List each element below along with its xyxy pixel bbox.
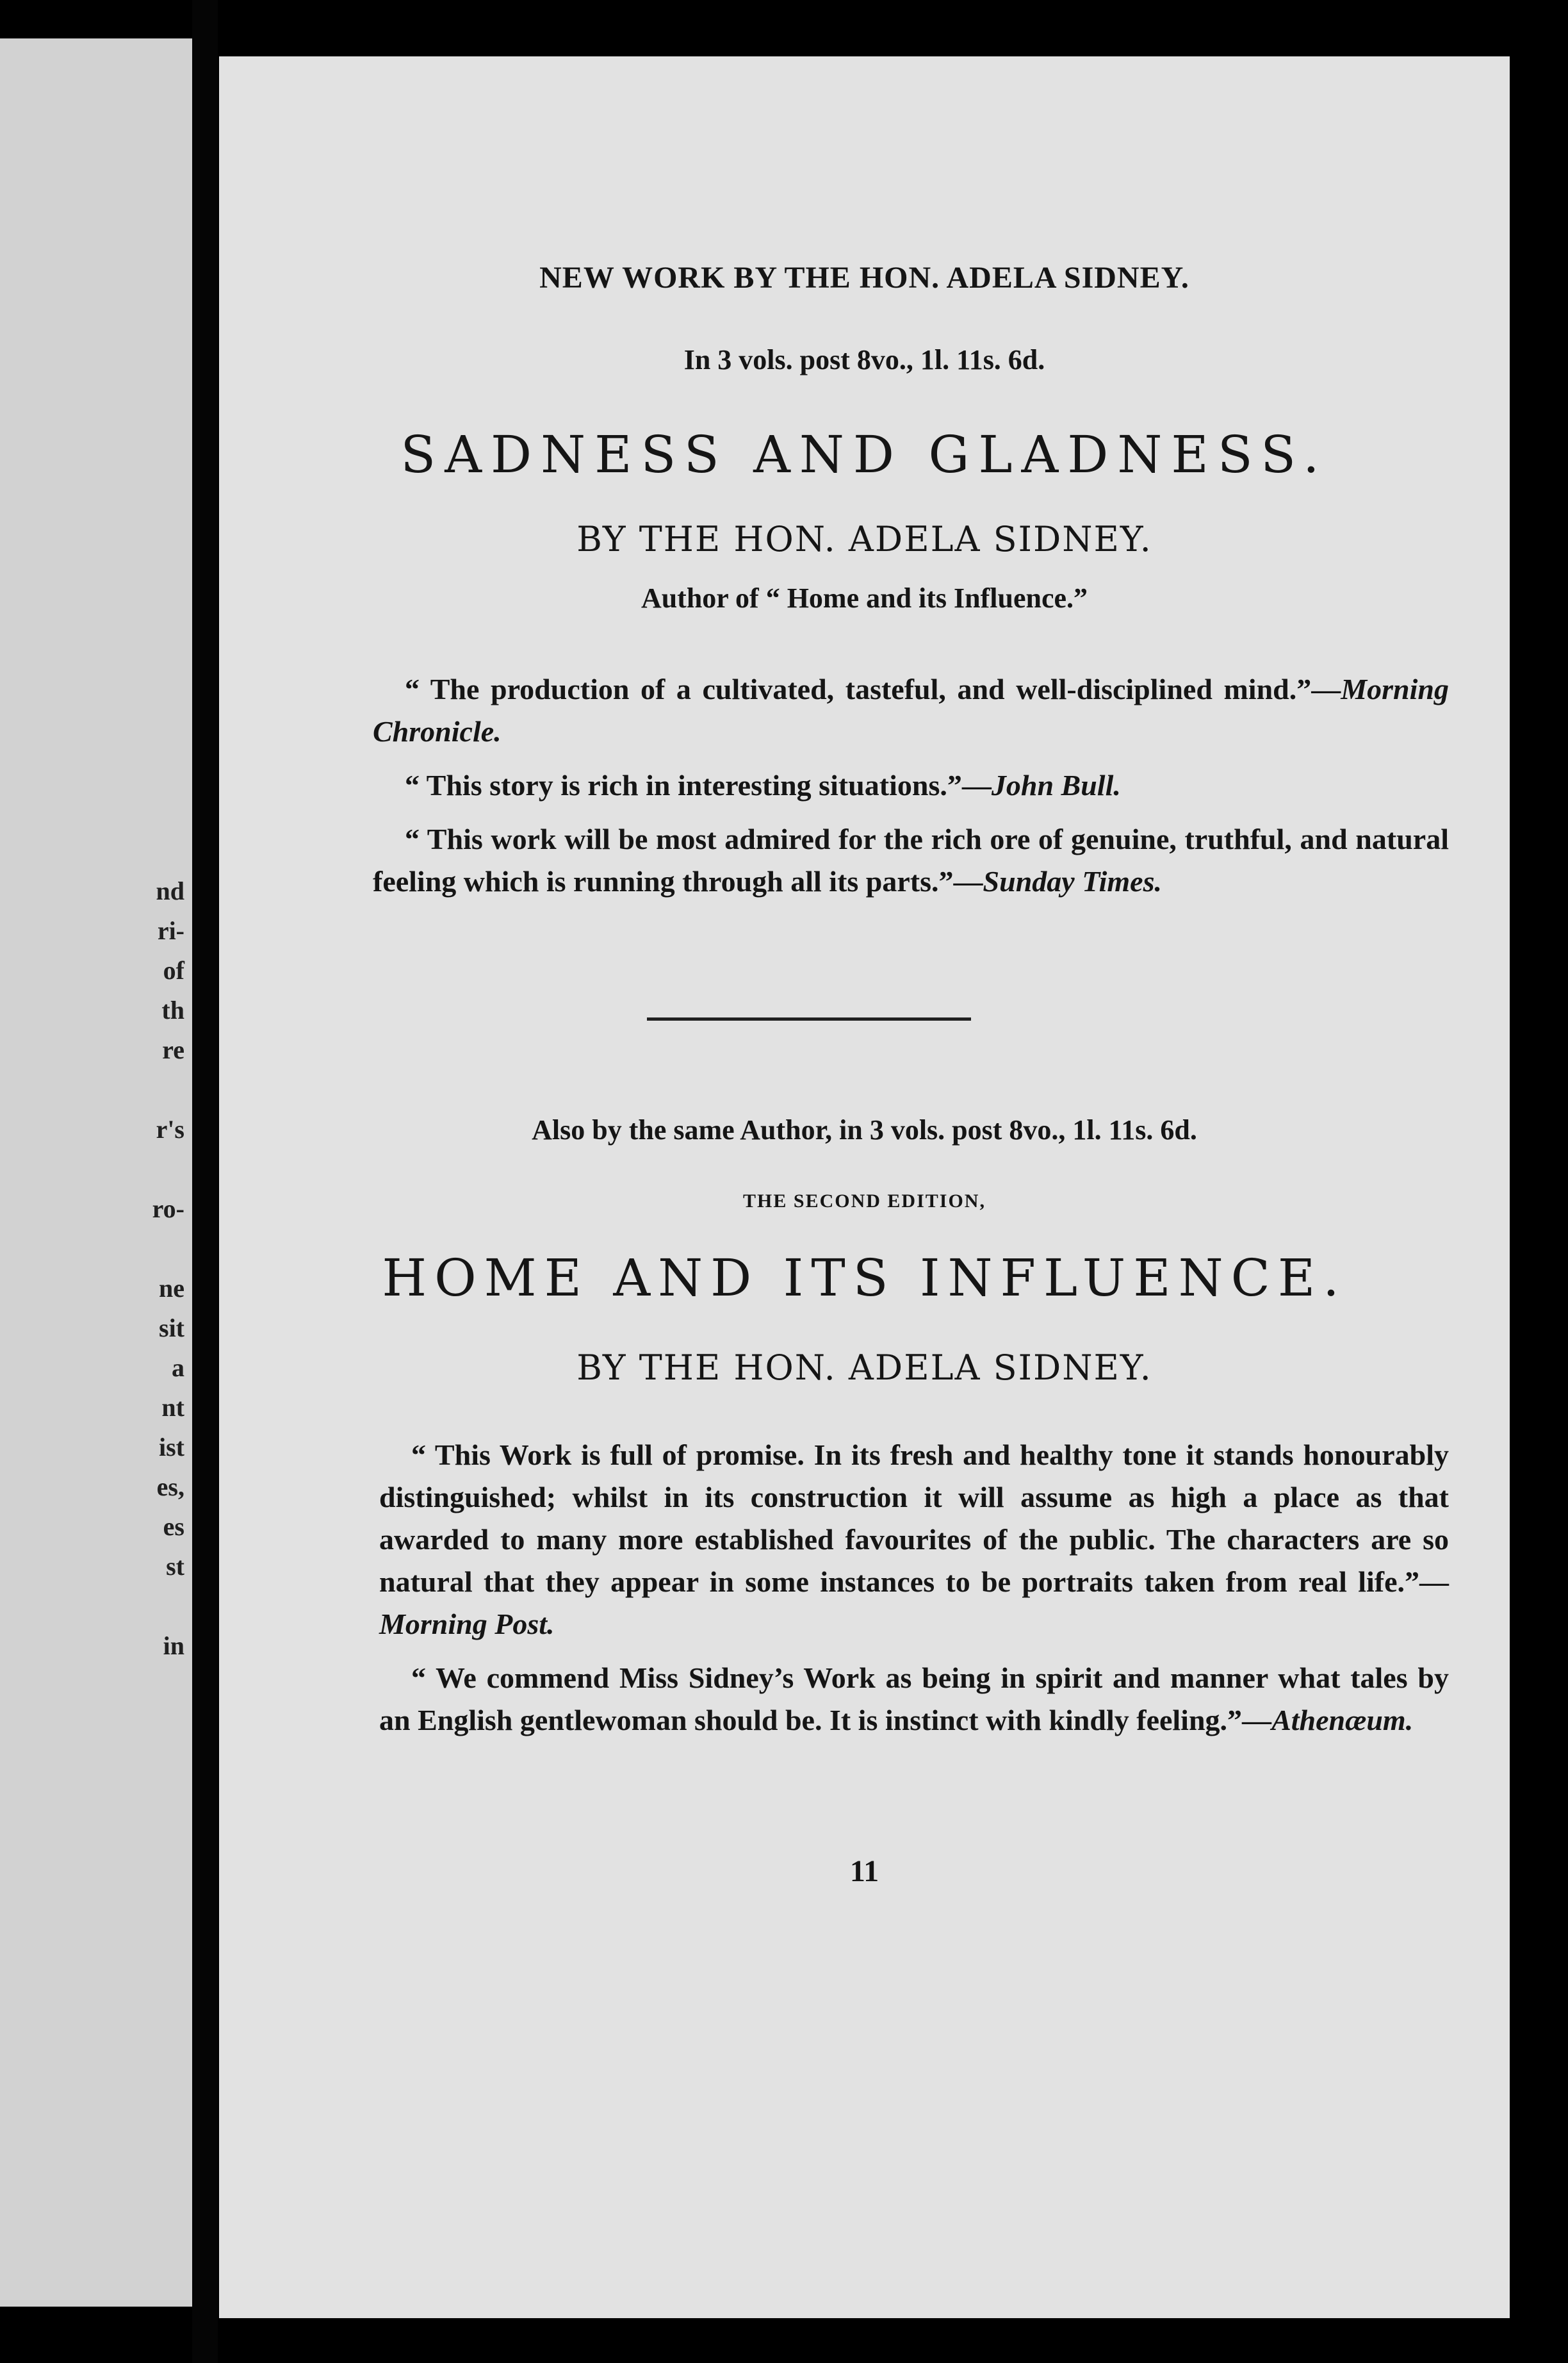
- facing-page-fragment: ne: [159, 1274, 184, 1303]
- also-by-line: Also by the same Author, in 3 vols. post 8vo., 1l. 11s. 6d.: [532, 1114, 1197, 1146]
- facing-page-fragment: es,: [156, 1472, 184, 1501]
- section-divider: [647, 1017, 971, 1021]
- byline: BY THE HON. ADELA SIDNEY.: [576, 1347, 1152, 1388]
- facing-page-fragment: nd: [156, 877, 184, 905]
- facing-page-fragment: r's: [156, 1115, 184, 1144]
- review-quote: [373, 668, 1449, 753]
- book-title-home: HOME AND ITS INFLUENCE.: [382, 1248, 1347, 1308]
- review-text: “ This Work is full of promise. In its fresh and healthy tone it stands honourably distinguished; whilst in its construction it will assume as high a place as that awarded to many more established favourites of the public. The characters are so natural that they appear in some instances to be portraits taken from real life.”—: [379, 1438, 1449, 1598]
- page-heading: NEW WORK BY THE HON. ADELA SIDNEY.: [539, 261, 1189, 295]
- price-line: In 3 vols. post 8vo., 1l. 11s. 6d.: [683, 344, 1045, 375]
- facing-page-fragment: of: [163, 956, 184, 985]
- reviews-first-book: [373, 668, 1449, 903]
- review-quote: [373, 764, 1449, 807]
- review-quote: [373, 818, 1449, 903]
- review-source: Sunday Times.: [983, 865, 1162, 898]
- facing-page-fragment: a: [172, 1353, 184, 1382]
- review-source: Athenæum.: [1271, 1704, 1414, 1736]
- review-text: “ The production of a cultivated, tasteful, and well-disciplined mind.”—: [405, 673, 1341, 705]
- facing-page-fragment: es: [163, 1512, 184, 1541]
- facing-page-fragment: in: [163, 1631, 184, 1660]
- review-quote: [379, 1657, 1449, 1741]
- reviews-second-book: [379, 1434, 1449, 1741]
- facing-page-fragment: ro-: [152, 1194, 184, 1223]
- review-source: Morning Post.: [379, 1608, 555, 1640]
- edition-line: THE SECOND EDITION,: [743, 1190, 986, 1212]
- facing-page-fragment: st: [166, 1552, 184, 1581]
- review-text: “ We commend Miss Sidney’s Work as being in spirit and manner what tales by an English gentlewoman should be. It is instinct with kindly feeling.”—: [379, 1661, 1449, 1736]
- review-source: Morning Chronicle.: [373, 673, 1449, 748]
- facing-page-fragment: sit: [159, 1313, 184, 1342]
- author-of-line: Author of “ Home and its Influence.”: [641, 582, 1088, 614]
- facing-page-fragment: ist: [159, 1433, 184, 1461]
- facing-page-fragment: ri-: [157, 916, 184, 945]
- facing-page-fragment: th: [161, 996, 184, 1025]
- review-text: “ This story is rich in interesting situations.”—: [405, 769, 992, 802]
- advertisement-page: [219, 56, 1510, 2318]
- book-title-sadness: SADNESS AND GLADNESS.: [400, 425, 1328, 484]
- byline: BY THE HON. ADELA SIDNEY.: [576, 519, 1152, 559]
- facing-page-fragment: re: [162, 1035, 184, 1064]
- facing-page-text: [0, 871, 192, 1666]
- facing-page: [0, 38, 192, 2307]
- book-gutter: [192, 0, 218, 2363]
- review-source: John Bull.: [991, 769, 1121, 802]
- facing-page-fragment: nt: [161, 1393, 184, 1422]
- review-quote: [379, 1434, 1449, 1645]
- review-text: “ This work will be most admired for the rich ore of genuine, truthful, and natural feeling which is running through all its parts.”—: [373, 823, 1449, 898]
- page-number: 11: [849, 1854, 879, 1888]
